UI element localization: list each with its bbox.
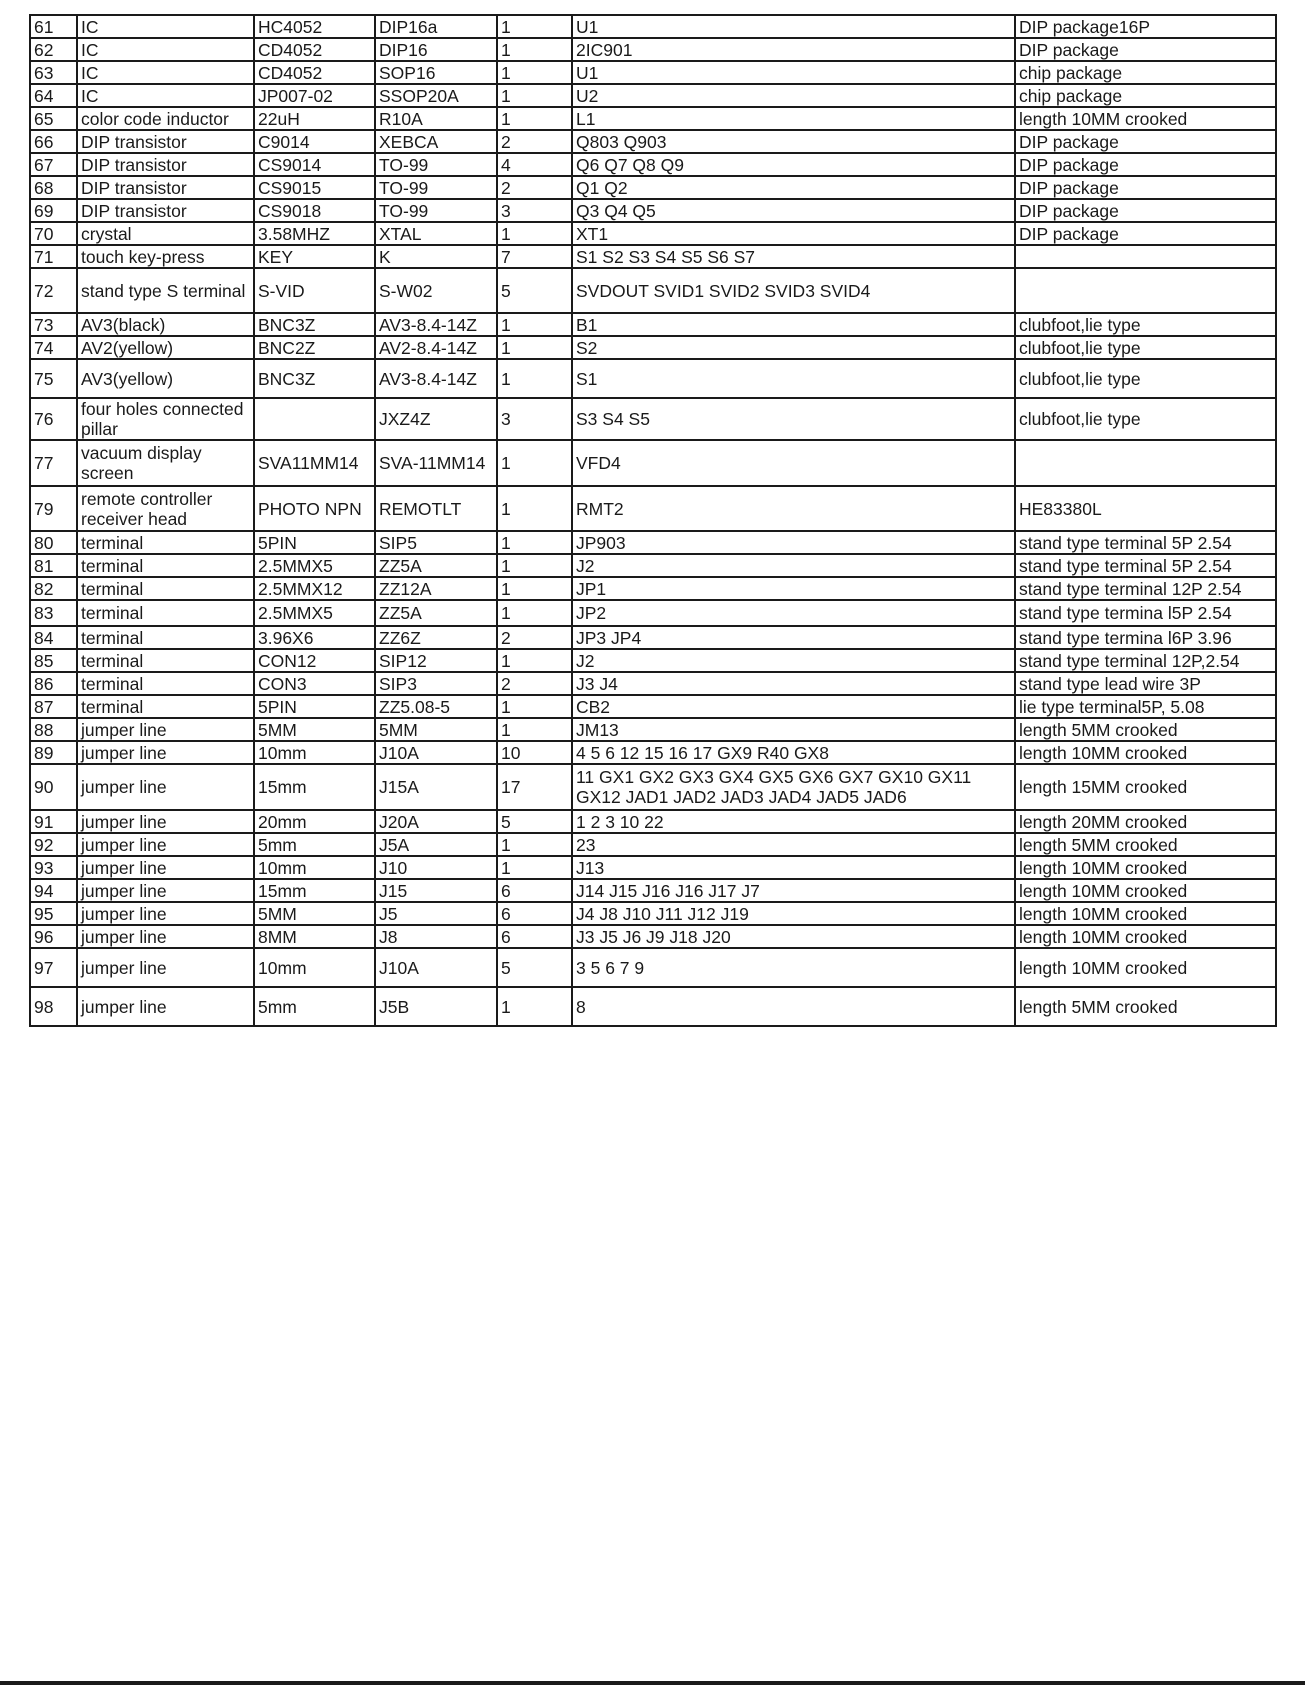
quantity-cell: 1	[497, 38, 572, 61]
note-cell: length 10MM crooked	[1015, 741, 1276, 764]
parts-table	[29, 14, 1277, 1027]
reference-cell: 1 2 3 10 22	[572, 810, 1015, 833]
quantity-cell: 1	[497, 833, 572, 856]
note-cell: clubfoot,lie type	[1015, 359, 1276, 398]
package-cell: ZZ5A	[375, 600, 497, 626]
note-cell: stand type termina l6P 3.96	[1015, 626, 1276, 649]
item-number-cell: 96	[30, 925, 77, 948]
quantity-cell: 1	[497, 222, 572, 245]
table-row	[30, 600, 1276, 626]
note-cell: DIP package16P	[1015, 15, 1276, 38]
package-cell: SIP12	[375, 649, 497, 672]
reference-cell: JP3 JP4	[572, 626, 1015, 649]
note-cell: length 10MM crooked	[1015, 925, 1276, 948]
part-value-cell: KEY	[254, 245, 375, 268]
part-name-cell: color code inductor	[77, 107, 254, 130]
note-cell: length 10MM crooked	[1015, 107, 1276, 130]
table-row	[30, 810, 1276, 833]
quantity-cell: 1	[497, 336, 572, 359]
part-name-cell: DIP transistor	[77, 153, 254, 176]
table-row	[30, 948, 1276, 987]
part-name-cell: DIP transistor	[77, 130, 254, 153]
quantity-cell: 4	[497, 153, 572, 176]
package-cell: J10A	[375, 948, 497, 987]
table-row	[30, 440, 1276, 486]
quantity-cell: 6	[497, 879, 572, 902]
part-value-cell: 10mm	[254, 856, 375, 879]
quantity-cell: 1	[497, 15, 572, 38]
item-number-cell: 92	[30, 833, 77, 856]
quantity-cell: 2	[497, 672, 572, 695]
table-row	[30, 15, 1276, 38]
table-row	[30, 222, 1276, 245]
reference-cell: J13	[572, 856, 1015, 879]
part-value-cell: 2.5MMX12	[254, 577, 375, 600]
quantity-cell: 1	[497, 718, 572, 741]
quantity-cell: 3	[497, 199, 572, 222]
part-name-cell: vacuum display screen	[77, 440, 254, 486]
part-name-cell: jumper line	[77, 810, 254, 833]
part-value-cell: BNC3Z	[254, 313, 375, 336]
table-row	[30, 153, 1276, 176]
table-row	[30, 554, 1276, 577]
item-number-cell: 98	[30, 987, 77, 1026]
package-cell: TO-99	[375, 176, 497, 199]
note-cell: DIP package	[1015, 199, 1276, 222]
table-row	[30, 987, 1276, 1026]
item-number-cell: 90	[30, 764, 77, 810]
item-number-cell: 65	[30, 107, 77, 130]
note-cell: stand type termina l5P 2.54	[1015, 600, 1276, 626]
reference-cell: S2	[572, 336, 1015, 359]
part-value-cell	[254, 398, 375, 440]
part-value-cell: 5PIN	[254, 695, 375, 718]
reference-cell: J4 J8 J10 J11 J12 J19	[572, 902, 1015, 925]
item-number-cell: 67	[30, 153, 77, 176]
reference-cell: J14 J15 J16 J16 J17 J7	[572, 879, 1015, 902]
quantity-cell: 1	[497, 359, 572, 398]
note-cell	[1015, 440, 1276, 486]
note-cell: lie type terminal5P, 5.08	[1015, 695, 1276, 718]
part-name-cell: jumper line	[77, 764, 254, 810]
reference-cell: J2	[572, 649, 1015, 672]
part-value-cell: 5PIN	[254, 531, 375, 554]
reference-cell: 2IC901	[572, 38, 1015, 61]
part-name-cell: four holes connected pillar	[77, 398, 254, 440]
table-row	[30, 833, 1276, 856]
item-number-cell: 61	[30, 15, 77, 38]
quantity-cell: 5	[497, 268, 572, 313]
item-number-cell: 79	[30, 486, 77, 531]
reference-cell: CB2	[572, 695, 1015, 718]
note-cell: stand type terminal 12P 2.54	[1015, 577, 1276, 600]
note-cell: clubfoot,lie type	[1015, 398, 1276, 440]
package-cell: ZZ6Z	[375, 626, 497, 649]
part-name-cell: terminal	[77, 695, 254, 718]
part-name-cell: terminal	[77, 626, 254, 649]
quantity-cell: 1	[497, 84, 572, 107]
part-value-cell: 8MM	[254, 925, 375, 948]
reference-cell: 11 GX1 GX2 GX3 GX4 GX5 GX6 GX7 GX10 GX11 GX12 JAD1 JAD2 JAD3 JAD4 JAD5 JAD6	[572, 764, 1015, 810]
note-cell: DIP package	[1015, 130, 1276, 153]
note-cell: length 10MM crooked	[1015, 879, 1276, 902]
table-row	[30, 61, 1276, 84]
part-value-cell: 20mm	[254, 810, 375, 833]
reference-cell: S3 S4 S5	[572, 398, 1015, 440]
reference-cell: 4 5 6 12 15 16 17 GX9 R40 GX8	[572, 741, 1015, 764]
item-number-cell: 91	[30, 810, 77, 833]
note-cell: clubfoot,lie type	[1015, 336, 1276, 359]
item-number-cell: 63	[30, 61, 77, 84]
package-cell: K	[375, 245, 497, 268]
package-cell: SIP3	[375, 672, 497, 695]
table-row	[30, 672, 1276, 695]
reference-cell: U1	[572, 15, 1015, 38]
table-row	[30, 718, 1276, 741]
part-value-cell: 5MM	[254, 902, 375, 925]
part-name-cell: DIP transistor	[77, 176, 254, 199]
note-cell: length 5MM crooked	[1015, 833, 1276, 856]
part-value-cell: 5mm	[254, 833, 375, 856]
item-number-cell: 62	[30, 38, 77, 61]
item-number-cell: 75	[30, 359, 77, 398]
part-name-cell: terminal	[77, 577, 254, 600]
part-value-cell: S-VID	[254, 268, 375, 313]
item-number-cell: 86	[30, 672, 77, 695]
table-row	[30, 531, 1276, 554]
item-number-cell: 77	[30, 440, 77, 486]
table-row	[30, 649, 1276, 672]
part-name-cell: jumper line	[77, 902, 254, 925]
table-row	[30, 764, 1276, 810]
part-value-cell: CS9014	[254, 153, 375, 176]
note-cell: length 15MM crooked	[1015, 764, 1276, 810]
item-number-cell: 84	[30, 626, 77, 649]
table-row	[30, 486, 1276, 531]
item-number-cell: 70	[30, 222, 77, 245]
part-name-cell: crystal	[77, 222, 254, 245]
item-number-cell: 74	[30, 336, 77, 359]
quantity-cell: 17	[497, 764, 572, 810]
note-cell: stand type terminal 5P 2.54	[1015, 531, 1276, 554]
package-cell: R10A	[375, 107, 497, 130]
part-name-cell: jumper line	[77, 879, 254, 902]
reference-cell: 23	[572, 833, 1015, 856]
note-cell: length 5MM crooked	[1015, 987, 1276, 1026]
quantity-cell: 1	[497, 440, 572, 486]
reference-cell: Q803 Q903	[572, 130, 1015, 153]
item-number-cell: 72	[30, 268, 77, 313]
note-cell: length 10MM crooked	[1015, 948, 1276, 987]
package-cell: J5A	[375, 833, 497, 856]
package-cell: ZZ5.08-5	[375, 695, 497, 718]
package-cell: AV2-8.4-14Z	[375, 336, 497, 359]
part-value-cell: BNC3Z	[254, 359, 375, 398]
reference-cell: J3 J4	[572, 672, 1015, 695]
item-number-cell: 66	[30, 130, 77, 153]
quantity-cell: 1	[497, 987, 572, 1026]
part-value-cell: 3.58MHZ	[254, 222, 375, 245]
quantity-cell: 1	[497, 856, 572, 879]
quantity-cell: 2	[497, 176, 572, 199]
note-cell: chip package	[1015, 61, 1276, 84]
package-cell: SSOP20A	[375, 84, 497, 107]
item-number-cell: 81	[30, 554, 77, 577]
item-number-cell: 82	[30, 577, 77, 600]
package-cell: J8	[375, 925, 497, 948]
package-cell: J15	[375, 879, 497, 902]
note-cell: DIP package	[1015, 153, 1276, 176]
item-number-cell: 76	[30, 398, 77, 440]
note-cell: stand type lead wire 3P	[1015, 672, 1276, 695]
part-name-cell: DIP transistor	[77, 199, 254, 222]
table-row	[30, 313, 1276, 336]
package-cell: TO-99	[375, 199, 497, 222]
note-cell: DIP package	[1015, 176, 1276, 199]
reference-cell: VFD4	[572, 440, 1015, 486]
quantity-cell: 1	[497, 531, 572, 554]
reference-cell: B1	[572, 313, 1015, 336]
note-cell: length 20MM crooked	[1015, 810, 1276, 833]
part-name-cell: jumper line	[77, 856, 254, 879]
package-cell: TO-99	[375, 153, 497, 176]
part-name-cell: AV3(yellow)	[77, 359, 254, 398]
note-cell: chip package	[1015, 84, 1276, 107]
table-row	[30, 176, 1276, 199]
quantity-cell: 2	[497, 626, 572, 649]
part-value-cell: 5MM	[254, 718, 375, 741]
package-cell: XTAL	[375, 222, 497, 245]
reference-cell: RMT2	[572, 486, 1015, 531]
part-value-cell: 5mm	[254, 987, 375, 1026]
part-name-cell: IC	[77, 38, 254, 61]
package-cell: REMOTLT	[375, 486, 497, 531]
item-number-cell: 87	[30, 695, 77, 718]
quantity-cell: 5	[497, 810, 572, 833]
package-cell: JXZ4Z	[375, 398, 497, 440]
part-name-cell: jumper line	[77, 833, 254, 856]
reference-cell: 3 5 6 7 9	[572, 948, 1015, 987]
part-value-cell: CD4052	[254, 38, 375, 61]
reference-cell: J2	[572, 554, 1015, 577]
part-value-cell: 15mm	[254, 764, 375, 810]
part-name-cell: jumper line	[77, 948, 254, 987]
part-name-cell: terminal	[77, 531, 254, 554]
quantity-cell: 6	[497, 925, 572, 948]
reference-cell: S1 S2 S3 S4 S5 S6 S7	[572, 245, 1015, 268]
table-row	[30, 359, 1276, 398]
reference-cell: Q3 Q4 Q5	[572, 199, 1015, 222]
part-name-cell: terminal	[77, 672, 254, 695]
item-number-cell: 73	[30, 313, 77, 336]
note-cell: length 5MM crooked	[1015, 718, 1276, 741]
table-row	[30, 84, 1276, 107]
reference-cell: 8	[572, 987, 1015, 1026]
part-value-cell: CS9015	[254, 176, 375, 199]
reference-cell: JP2	[572, 600, 1015, 626]
part-name-cell: AV2(yellow)	[77, 336, 254, 359]
quantity-cell: 1	[497, 695, 572, 718]
item-number-cell: 83	[30, 600, 77, 626]
reference-cell: J3 J5 J6 J9 J18 J20	[572, 925, 1015, 948]
quantity-cell: 2	[497, 130, 572, 153]
reference-cell: SVDOUT SVID1 SVID2 SVID3 SVID4	[572, 268, 1015, 313]
parts-table-body	[30, 15, 1276, 1026]
item-number-cell: 94	[30, 879, 77, 902]
page-bottom-rule	[0, 1681, 1305, 1685]
part-value-cell: 10mm	[254, 741, 375, 764]
table-row	[30, 268, 1276, 313]
reference-cell: S1	[572, 359, 1015, 398]
table-row	[30, 199, 1276, 222]
package-cell: J5B	[375, 987, 497, 1026]
package-cell: AV3-8.4-14Z	[375, 359, 497, 398]
package-cell: AV3-8.4-14Z	[375, 313, 497, 336]
part-name-cell: IC	[77, 84, 254, 107]
reference-cell: U1	[572, 61, 1015, 84]
part-value-cell: CON12	[254, 649, 375, 672]
item-number-cell: 64	[30, 84, 77, 107]
item-number-cell: 88	[30, 718, 77, 741]
package-cell: DIP16a	[375, 15, 497, 38]
item-number-cell: 80	[30, 531, 77, 554]
quantity-cell: 10	[497, 741, 572, 764]
quantity-cell: 1	[497, 577, 572, 600]
package-cell: SVA-11MM14	[375, 440, 497, 486]
package-cell: J5	[375, 902, 497, 925]
item-number-cell: 68	[30, 176, 77, 199]
note-cell: length 10MM crooked	[1015, 902, 1276, 925]
reference-cell: U2	[572, 84, 1015, 107]
reference-cell: JP1	[572, 577, 1015, 600]
reference-cell: L1	[572, 107, 1015, 130]
part-name-cell: jumper line	[77, 987, 254, 1026]
note-cell: length 10MM crooked	[1015, 856, 1276, 879]
note-cell: DIP package	[1015, 38, 1276, 61]
part-name-cell: jumper line	[77, 741, 254, 764]
table-row	[30, 856, 1276, 879]
table-row	[30, 577, 1276, 600]
table-row	[30, 336, 1276, 359]
package-cell: ZZ12A	[375, 577, 497, 600]
quantity-cell: 7	[497, 245, 572, 268]
part-name-cell: jumper line	[77, 925, 254, 948]
reference-cell: JM13	[572, 718, 1015, 741]
quantity-cell: 5	[497, 948, 572, 987]
part-value-cell: PHOTO NPN	[254, 486, 375, 531]
item-number-cell: 89	[30, 741, 77, 764]
part-value-cell: 2.5MMX5	[254, 600, 375, 626]
note-cell: DIP package	[1015, 222, 1276, 245]
table-row	[30, 879, 1276, 902]
part-value-cell: 10mm	[254, 948, 375, 987]
package-cell: J20A	[375, 810, 497, 833]
quantity-cell: 1	[497, 486, 572, 531]
note-cell	[1015, 245, 1276, 268]
table-row	[30, 398, 1276, 440]
quantity-cell: 1	[497, 107, 572, 130]
package-cell: 5MM	[375, 718, 497, 741]
reference-cell: Q1 Q2	[572, 176, 1015, 199]
table-row	[30, 695, 1276, 718]
note-cell: stand type terminal 12P,2.54	[1015, 649, 1276, 672]
table-row	[30, 902, 1276, 925]
package-cell: J10A	[375, 741, 497, 764]
part-name-cell: jumper line	[77, 718, 254, 741]
table-row	[30, 626, 1276, 649]
part-name-cell: stand type S terminal	[77, 268, 254, 313]
part-value-cell: SVA11MM14	[254, 440, 375, 486]
item-number-cell: 69	[30, 199, 77, 222]
table-row	[30, 925, 1276, 948]
part-name-cell: terminal	[77, 600, 254, 626]
part-value-cell: BNC2Z	[254, 336, 375, 359]
reference-cell: XT1	[572, 222, 1015, 245]
part-value-cell: CON3	[254, 672, 375, 695]
item-number-cell: 93	[30, 856, 77, 879]
package-cell: S-W02	[375, 268, 497, 313]
item-number-cell: 97	[30, 948, 77, 987]
part-value-cell: CD4052	[254, 61, 375, 84]
part-value-cell: 15mm	[254, 879, 375, 902]
note-cell: stand type terminal 5P 2.54	[1015, 554, 1276, 577]
part-value-cell: 22uH	[254, 107, 375, 130]
part-value-cell: CS9018	[254, 199, 375, 222]
part-name-cell: IC	[77, 15, 254, 38]
item-number-cell: 71	[30, 245, 77, 268]
quantity-cell: 1	[497, 600, 572, 626]
item-number-cell: 95	[30, 902, 77, 925]
note-cell: clubfoot,lie type	[1015, 313, 1276, 336]
part-name-cell: touch key-press	[77, 245, 254, 268]
table-row	[30, 130, 1276, 153]
package-cell: SOP16	[375, 61, 497, 84]
part-value-cell: C9014	[254, 130, 375, 153]
quantity-cell: 6	[497, 902, 572, 925]
package-cell: J10	[375, 856, 497, 879]
part-value-cell: 2.5MMX5	[254, 554, 375, 577]
table-row	[30, 38, 1276, 61]
table-row	[30, 741, 1276, 764]
part-name-cell: IC	[77, 61, 254, 84]
part-name-cell: AV3(black)	[77, 313, 254, 336]
package-cell: SIP5	[375, 531, 497, 554]
quantity-cell: 1	[497, 313, 572, 336]
part-value-cell: 3.96X6	[254, 626, 375, 649]
package-cell: ZZ5A	[375, 554, 497, 577]
part-value-cell: JP007-02	[254, 84, 375, 107]
package-cell: XEBCA	[375, 130, 497, 153]
item-number-cell: 85	[30, 649, 77, 672]
table-row	[30, 245, 1276, 268]
package-cell: DIP16	[375, 38, 497, 61]
quantity-cell: 1	[497, 649, 572, 672]
note-cell	[1015, 268, 1276, 313]
reference-cell: JP903	[572, 531, 1015, 554]
quantity-cell: 1	[497, 554, 572, 577]
quantity-cell: 1	[497, 61, 572, 84]
package-cell: J15A	[375, 764, 497, 810]
part-name-cell: remote controller receiver head	[77, 486, 254, 531]
part-name-cell: terminal	[77, 554, 254, 577]
note-cell: HE83380L	[1015, 486, 1276, 531]
table-row	[30, 107, 1276, 130]
part-value-cell: HC4052	[254, 15, 375, 38]
part-name-cell: terminal	[77, 649, 254, 672]
reference-cell: Q6 Q7 Q8 Q9	[572, 153, 1015, 176]
quantity-cell: 3	[497, 398, 572, 440]
